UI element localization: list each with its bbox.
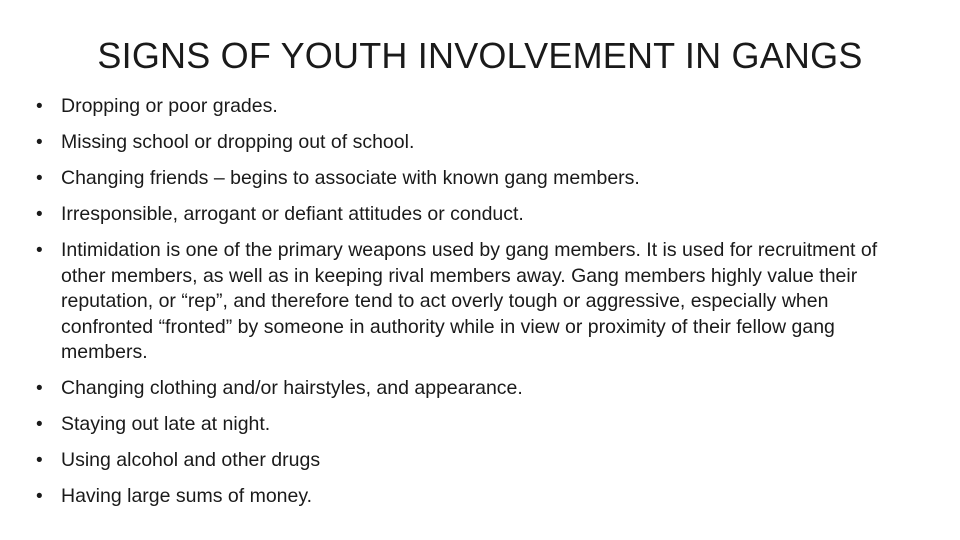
bullet-marker: • <box>36 378 43 399</box>
bullet-marker: • <box>36 240 43 261</box>
list-item <box>36 412 916 438</box>
list-item <box>36 238 916 366</box>
bullet-text: Irresponsible, arrogant or defiant attitudes or conduct. <box>61 203 524 225</box>
bullet-text: Having large sums of money. <box>61 485 313 507</box>
bullet-text: Intimidation is one of the primary weapons used by gang members. It is used for recruitment of other members, as well as in keeping rival members away. Gang members highly value their reputation, or “rep”, and therefore tend to act overly tough or aggressive, especially when confronted “fronted” by someone in authority while in view or proximity of their fellow gang members. <box>61 239 878 363</box>
bullet-text: Dropping or poor grades. <box>61 95 278 117</box>
bullet-marker: • <box>36 132 43 153</box>
bullet-text: Changing clothing and/or hairstyles, and appearance. <box>61 377 523 399</box>
bullet-text: Changing friends – begins to associate with known gang members. <box>61 167 640 189</box>
list-item <box>36 484 916 510</box>
bullet-marker: • <box>36 96 43 117</box>
bullet-marker: • <box>36 450 43 471</box>
slide-title: SIGNS OF YOUTH INVOLVEMENT IN GANGS <box>97 35 863 76</box>
bullet-text: Missing school or dropping out of school. <box>61 131 415 153</box>
bullet-marker: • <box>36 414 43 435</box>
bullet-text: Staying out late at night. <box>61 413 271 435</box>
bullet-marker: • <box>36 204 43 225</box>
list-item <box>36 166 916 192</box>
bullet-text: Using alcohol and other drugs <box>61 449 321 471</box>
bullet-list <box>36 94 916 510</box>
bullet-marker: • <box>36 168 43 189</box>
list-item <box>36 202 916 228</box>
list-item <box>36 448 916 474</box>
list-item <box>36 130 916 156</box>
bullet-marker: • <box>36 486 43 507</box>
list-item <box>36 376 916 402</box>
list-item <box>36 94 916 120</box>
